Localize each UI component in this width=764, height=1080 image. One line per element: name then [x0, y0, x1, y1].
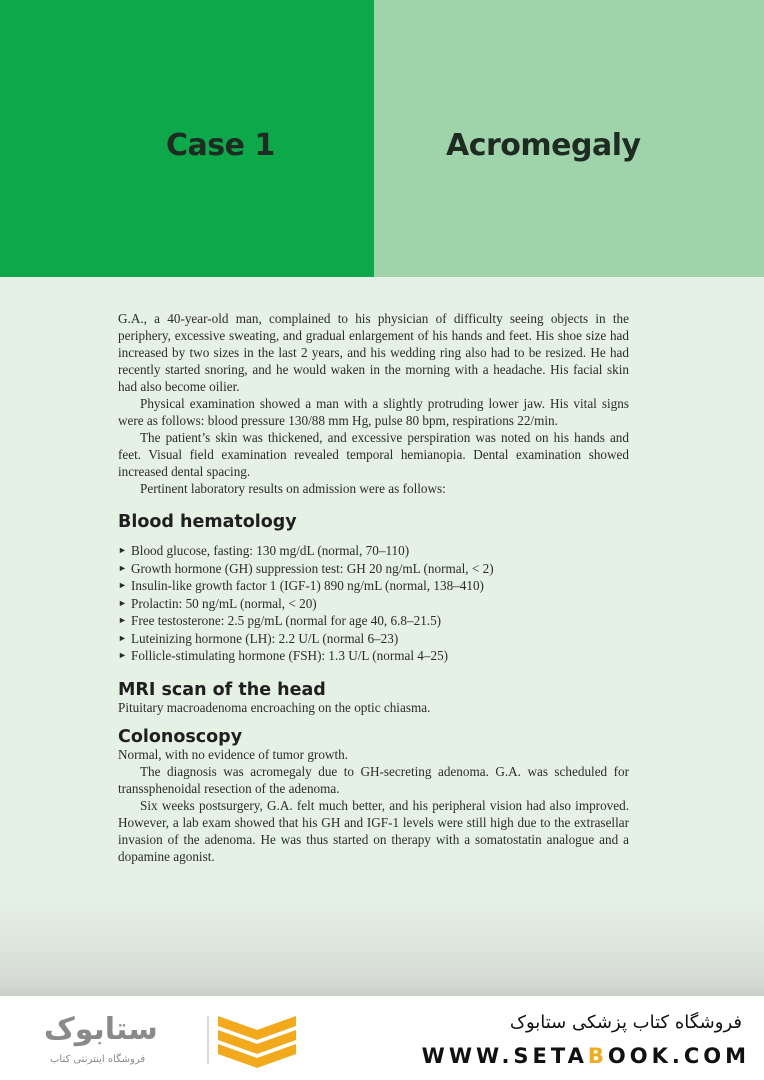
colonoscopy-text: Normal, with no evidence of tumor growth.: [118, 746, 348, 762]
intro-paragraph: The patient’s skin was thickened, and excessive perspiration was noted on his hands and feet. Visual field examination revealed temporal hemianopia. Dental examination showed increased dental spacing.: [118, 430, 629, 479]
logo-wordmark: ستابوک: [44, 1012, 158, 1047]
setabook-logo[interactable]: [36, 1010, 206, 1072]
list-item: ► Free testosterone: 2.5 pg/mL (normal for age 40, 6.8–21.5): [118, 613, 442, 628]
bullet-icon: ►: [118, 632, 127, 643]
publisher-footer: [0, 996, 764, 1080]
list-item: ► Insulin-like growth factor 1 (IGF-1) 890 ng/mL (normal, 138–410): [118, 578, 484, 593]
setabook-chevron-logo-icon: [218, 1016, 296, 1068]
bullet-icon: ►: [118, 562, 127, 573]
blood-hematology-heading: Blood hematology: [118, 512, 297, 532]
intro-paragraph: G.A., a 40-year-old man, complained to his physician of difficulty seeing objects in the periphery, excessive sweating, and gradual enlargement of his hands and feet. His shoe size had increased by two sizes in the last 2 years, and his wedding ring also had to be resized. He had recently started snoring, and he would waken in the morning with a headache. His facial skin had also become oilier.: [118, 311, 629, 394]
list-item: ► Follicle-stimulating hormone (FSH): 1.3 U/L (normal 4–25): [118, 648, 449, 663]
case-content: [118, 310, 629, 865]
list-item: ► Luteinizing hormone (LH): 2.2 U/L (normal 6–23): [118, 630, 399, 646]
blood-results-list: [118, 542, 629, 665]
case-title: Acromegaly: [446, 128, 641, 163]
bullet-icon: ►: [118, 597, 127, 608]
list-item: ► Growth hormone (GH) suppression test: GH 20 ng/mL (normal, < 2): [118, 560, 494, 576]
page-bottom-shadow: [0, 900, 764, 996]
intro-paragraph: Physical examination showed a man with a slightly protruding lower jaw. His vital signs were as follows: blood pressure 130/88 mm Hg, pulse 80 bpm, respirations 22/min.: [118, 396, 629, 428]
bullet-icon: ►: [118, 545, 127, 555]
mri-heading: MRI scan of the head: [118, 679, 326, 700]
shop-name: فروشگاه کتاب پزشکی ستابوک: [509, 1012, 742, 1033]
list-item: ► Prolactin: 50 ng/mL (normal, < 20): [118, 595, 317, 611]
mri-text: Pituitary macroadenoma encroaching on the optic chiasma.: [118, 699, 431, 715]
logo-subtitle: فروشگاه اینترنتی کتاب: [50, 1054, 146, 1065]
list-item: ► Blood glucose, fasting: 130 mg/dL (normal, 70–110): [118, 543, 410, 558]
logo-divider: [207, 1016, 209, 1064]
outcome-paragraph: The diagnosis was acromegaly due to GH-secreting adenoma. G.A. was scheduled for transsphenoidal resection of the adenoma.: [118, 763, 629, 796]
bullet-icon: ►: [118, 580, 127, 590]
shop-url-link[interactable]: WWW.SETABOOK.COM: [421, 1044, 750, 1068]
outcome-paragraph: Six weeks postsurgery, G.A. felt much better, and his peripheral vision had also improved. However, a lab exam showed that his GH and IGF-1 levels were still high due to the extrasellar invasion of the adenoma. He was thus started on therapy with a somatostatin analogue and a dopamine agonist.: [118, 797, 629, 864]
case-label: Case 1: [166, 128, 275, 163]
colonoscopy-heading: Colonoscopy: [118, 726, 243, 747]
header-left-panel: [0, 0, 374, 277]
bullet-icon: ►: [118, 615, 127, 625]
intro-paragraph: Pertinent laboratory results on admission were as follows:: [140, 481, 446, 496]
bullet-icon: ►: [118, 650, 127, 660]
